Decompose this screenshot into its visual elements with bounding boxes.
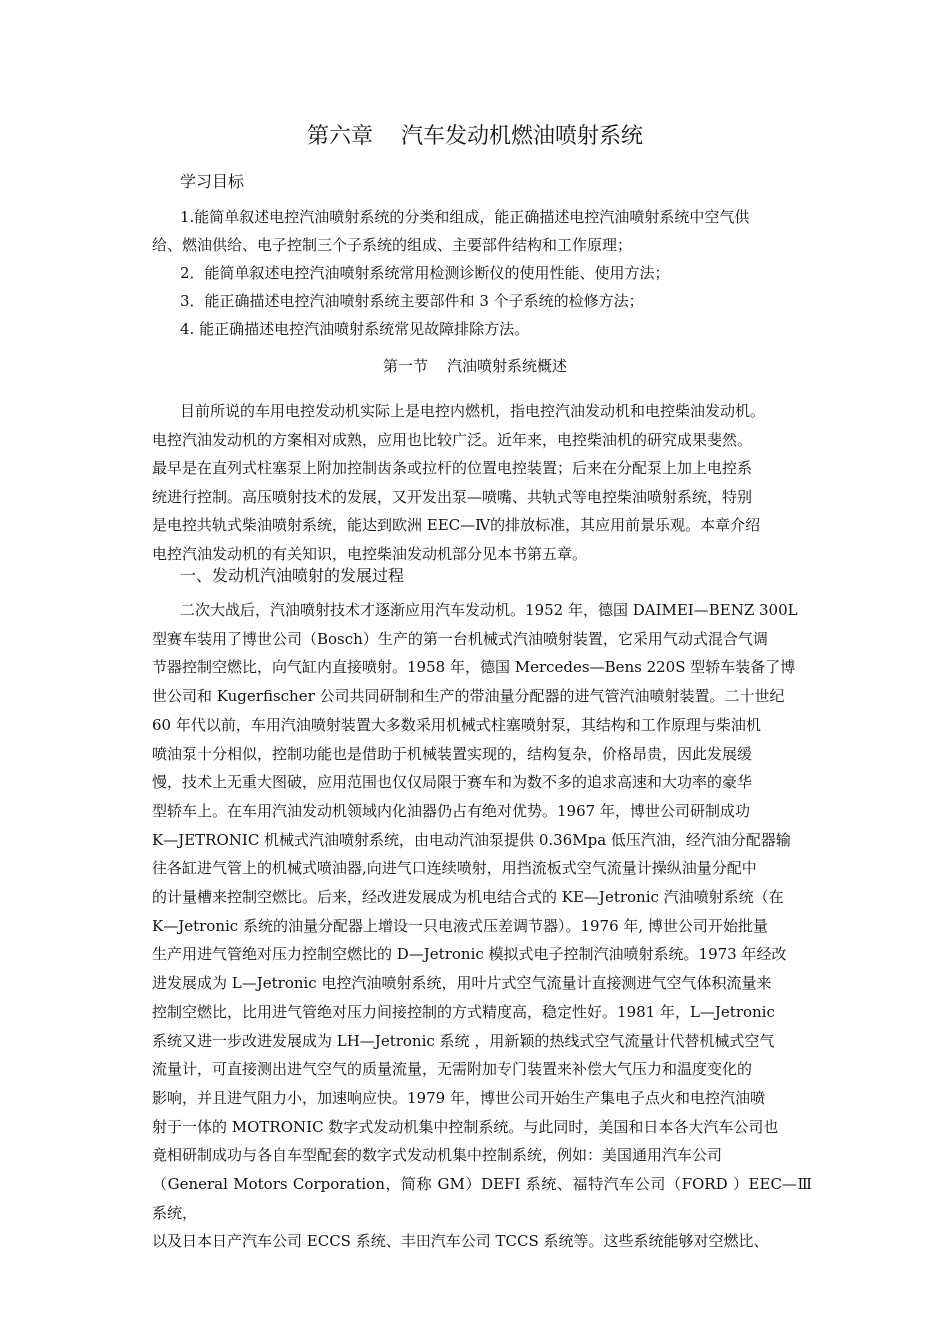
text-line: 系统又进一步改进发展成为 LH—Jetronic 系统 ，用新颖的热线式空气流量计代替机械式空气: [152, 1031, 775, 1050]
text-line: 的计量槽来控制空燃比。后来，经改进发展成为机电结合式的 KE—Jetronic 汽油喷射系统（在: [152, 888, 784, 907]
text-line: 型赛车装用了博世公司（Bosch）生产的第一台机械式汽油喷射装置，它采用气动式混合气调: [152, 629, 768, 648]
text-line: 生产用进气管绝对压力控制空燃比的 D—Jetronic 模拟式电子控制汽油喷射系统。1973 年经改: [152, 945, 787, 964]
text-line: 以及日本日产汽车公司 ECCS 系统、丰田汽车公司 TCCS 系统等。这些系统能够对空燃比、: [152, 1232, 769, 1251]
text-line: 流量计，可直接测出进气空气的质量流量，无需附加专门装置来补偿大气压力和温度变化的: [152, 1060, 753, 1079]
subsection-heading: 一、发动机汽油喷射的发展过程: [180, 566, 405, 585]
text-line: 竟相研制成功与各自车型配套的数字式发动机集中控制系统，例如：美国通用汽车公司: [152, 1146, 723, 1165]
text-line: 统进行控制。高压喷射技术的发展，又开发出泵—喷嘴、共轨式等电控柴油喷射系统，特别: [152, 487, 753, 506]
text-line: K—JETRONIC 机械式汽油喷射系统，由电动汽油泵提供 0.36Mpa 低压汽油，经汽油分配器输: [152, 830, 791, 849]
text-line: K—Jetronic 系统的油量分配器上增设一只电液式压差调节器）。1976 年, 博世公司开始批量: [152, 916, 768, 935]
text-line: 世公司和 Kugerfischer 公司共同研制和生产的带油量分配器的进气管汽油喷射装置。二十世纪: [152, 687, 785, 706]
objectives-heading: 学习目标: [180, 172, 245, 191]
text-line: 射于一体的 MOTRONIC 数字式发动机集中控制系统。与此同时，美国和日本各大汽车公司也: [152, 1117, 779, 1136]
text-line: 进发展成为 L—Jetronic 电控汽油喷射系统，用叶片式空气流量计直接测进气空气体积流量来: [152, 974, 772, 993]
text-line: 影响，并且进气阻力小，加速响应快。1979 年，博世公司开始生产集电子点火和电控汽油喷: [152, 1088, 765, 1107]
chapter-title: 第六章 汽车发动机燃油喷射系统: [307, 124, 643, 149]
text-line: 控制空燃比，比用进气管绝对压力间接控制的方式精度高，稳定性好。1981 年，L—Jetronic: [152, 1002, 775, 1021]
objective-line: 1.能简单叙述电控汽油喷射系统的分类和组成，能正确描述电控汽油喷射系统中空气供: [180, 208, 750, 226]
objective-line: 2．能简单叙述电控汽油喷射系统常用检测诊断仪的使用性能、使用方法；: [180, 264, 670, 282]
text-line: 60 年代以前，车用汽油喷射装置大多数采用机械式柱塞喷射泵，其结构和工作原理与柴油机: [152, 715, 761, 734]
text-line: 最早是在直列式柱塞泵上附加控制齿条或拉杆的位置电控装置；后来在分配泵上加上电控系: [152, 459, 753, 478]
objective-line: 给、燃油供给、电子控制三个子系统的组成、主要部件结构和工作原理；: [152, 236, 633, 254]
text-line: 是电控共轨式柴油喷射系统，能达到欧洲 EEC—Ⅳ的排放标准，其应用前景乐观。本章介绍: [152, 516, 761, 535]
text-line: 往各缸进气管上的机械式喷油器,向进气口连续喷射，用挡流板式空气流量计操纵油量分配中: [152, 859, 757, 878]
text-line: 型轿车上。在车用汽油发动机领域内化油器仍占有绝对优势。1967 年，博世公司研制成功: [152, 801, 750, 820]
text-line: 电控汽油发动机的有关知识，电控柴油发动机部分见本书第五章。: [152, 544, 588, 563]
objective-line: 3．能正确描述电控汽油喷射系统主要部件和 3 个子系统的检修方法；: [180, 292, 644, 310]
text-line: （General Motors Corporation，简称 GM）DEFI 系统、福特汽车公司（FORD ）EEC—Ⅲ系统，: [152, 1175, 812, 1222]
intro-paragraph: [152, 397, 812, 569]
text-line: 目前所说的车用电控发动机实际上是电控内燃机，指电控汽油发动机和电控柴油发动机。: [180, 402, 766, 420]
objective-line: 4. 能正确描述电控汽油喷射系统常见故障排除方法。: [180, 320, 530, 338]
objectives-block: [152, 203, 812, 343]
section-title: 第一节 汽油喷射系统概述: [382, 357, 568, 375]
text-line: 二次大战后，汽油喷射技术才逐渐应用汽车发动机。1952 年，德国 DAIMEI—BENZ 300L: [180, 601, 798, 619]
text-line: 慢，技术上无重大图破，应用范围也仅仅局限于赛车和为数不多的追求高速和大功率的豪华: [152, 773, 753, 792]
text-line: 电控汽油发动机的方案相对成熟，应用也比较广泛。近年来，电控柴油机的研究成果斐然。: [152, 430, 753, 449]
history-paragraph: [152, 596, 812, 1256]
text-line: 喷油泵十分相似，控制功能也是借助于机械装置实现的，结构复杂，价格昂贵，因此发展缓: [152, 744, 753, 763]
text-line: 节器控制空燃比，向气缸内直接喷射。1958 年，德国 Mercedes—Bens 220S 型轿车装备了博: [152, 658, 796, 677]
